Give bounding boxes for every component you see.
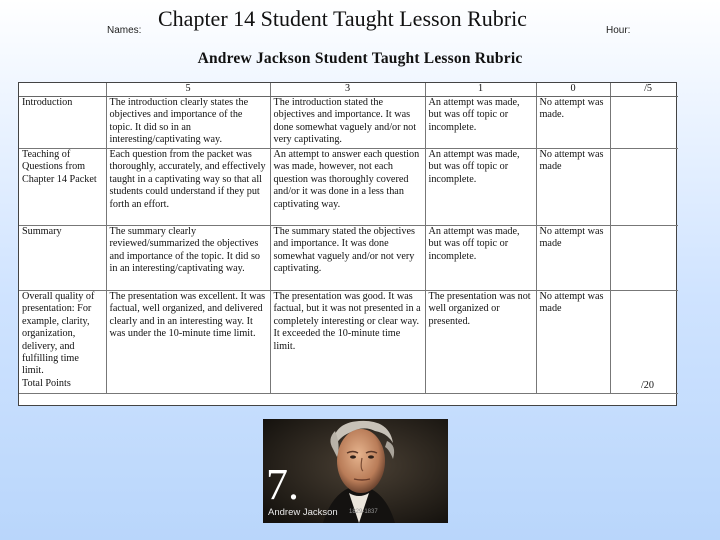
- score-1-cell: An attempt was made, but was off topic or incomplete.: [425, 97, 536, 149]
- score-1-cell: An attempt was made, but was off topic or incomplete.: [425, 226, 536, 291]
- criterion-cell: [19, 291, 106, 394]
- score-5-cell: The introduction clearly states the objectives and importance of the topic. It did so in an interesting/captivating way.: [106, 97, 270, 149]
- rubric-row-introduction: [19, 97, 678, 149]
- president-number: 7.: [266, 460, 299, 509]
- max-score-cell: [610, 97, 678, 149]
- score-0-cell: No attempt was made: [536, 149, 610, 226]
- criterion-cell: Summary: [19, 226, 106, 291]
- score-5-cell: The presentation was excellent. It was factual, well organized, and delivered clearly and in an interesting way. It was under the 10-minute time limit.: [106, 291, 270, 394]
- column-header-0: 0: [536, 83, 610, 97]
- rubric-row-teaching: [19, 149, 678, 226]
- score-0-cell: No attempt was made.: [536, 97, 610, 149]
- score-0-cell: No attempt was made: [536, 291, 610, 394]
- score-1-cell: The presentation was not well organized or presented.: [425, 291, 536, 394]
- score-5-cell: The summary clearly reviewed/summarized the objectives and importance of the topic. It did so in an interesting/captivating way.: [106, 226, 270, 291]
- rubric-sheet: [18, 82, 677, 406]
- total-max-cell: /20: [610, 291, 678, 394]
- score-1-cell: An attempt was made, but was off topic or incomplete.: [425, 149, 536, 226]
- names-label: Names:: [107, 25, 142, 36]
- column-header-max: /5: [610, 83, 678, 97]
- criterion-cell: Teaching of Questions from Chapter 14 Packet: [19, 149, 106, 226]
- rubric-row-summary: [19, 226, 678, 291]
- score-3-cell: The summary stated the objectives and importance. It was done somewhat vaguely and/or not very captivating.: [270, 226, 425, 291]
- portrait-caption-dates: 1829-1837: [349, 509, 378, 515]
- andrew-jackson-portrait: [263, 419, 448, 523]
- score-3-cell: The introduction stated the objectives and importance. It was done somewhat vaguely and/or not very captivating.: [270, 97, 425, 149]
- portrait-caption-name: Andrew Jackson: [268, 507, 338, 518]
- rubric-heading: Andrew Jackson Student Taught Lesson Rubric: [197, 50, 523, 67]
- column-header-5: 5: [106, 83, 270, 97]
- hour-label: Hour:: [606, 25, 631, 36]
- score-5-cell: Each question from the packet was thoroughly, accurately, and effectively taught in a captivating way so that all students could understand if they put forth an effort.: [106, 149, 270, 226]
- total-points-label: Total Points: [22, 377, 71, 389]
- max-score-cell: [610, 149, 678, 226]
- slide-title: Chapter 14 Student Taught Lesson Rubric: [158, 6, 527, 31]
- rubric-row-overall-quality: [19, 291, 678, 394]
- criterion-text: Overall quality of presentation: For example, clarity, organization, delivery, and fulfilling time limit.: [22, 291, 95, 377]
- score-3-cell: An attempt to answer each question was made, however, not each question was thoroughly covered and/or it was done in a less than captivating way.: [270, 149, 425, 226]
- column-header-1: 1: [425, 83, 536, 97]
- rubric-table: [19, 83, 678, 394]
- score-3-cell: The presentation was good. It was factual, but it was not presented in a completely interesting or clear way. It exceeded the 10-minute time limit.: [270, 291, 425, 394]
- score-0-cell: No attempt was made: [536, 226, 610, 291]
- criterion-cell: Introduction: [19, 97, 106, 149]
- rubric-header-row: [19, 83, 678, 97]
- column-header-3: 3: [270, 83, 425, 97]
- max-score-cell: [610, 226, 678, 291]
- column-header-criterion: [19, 83, 106, 97]
